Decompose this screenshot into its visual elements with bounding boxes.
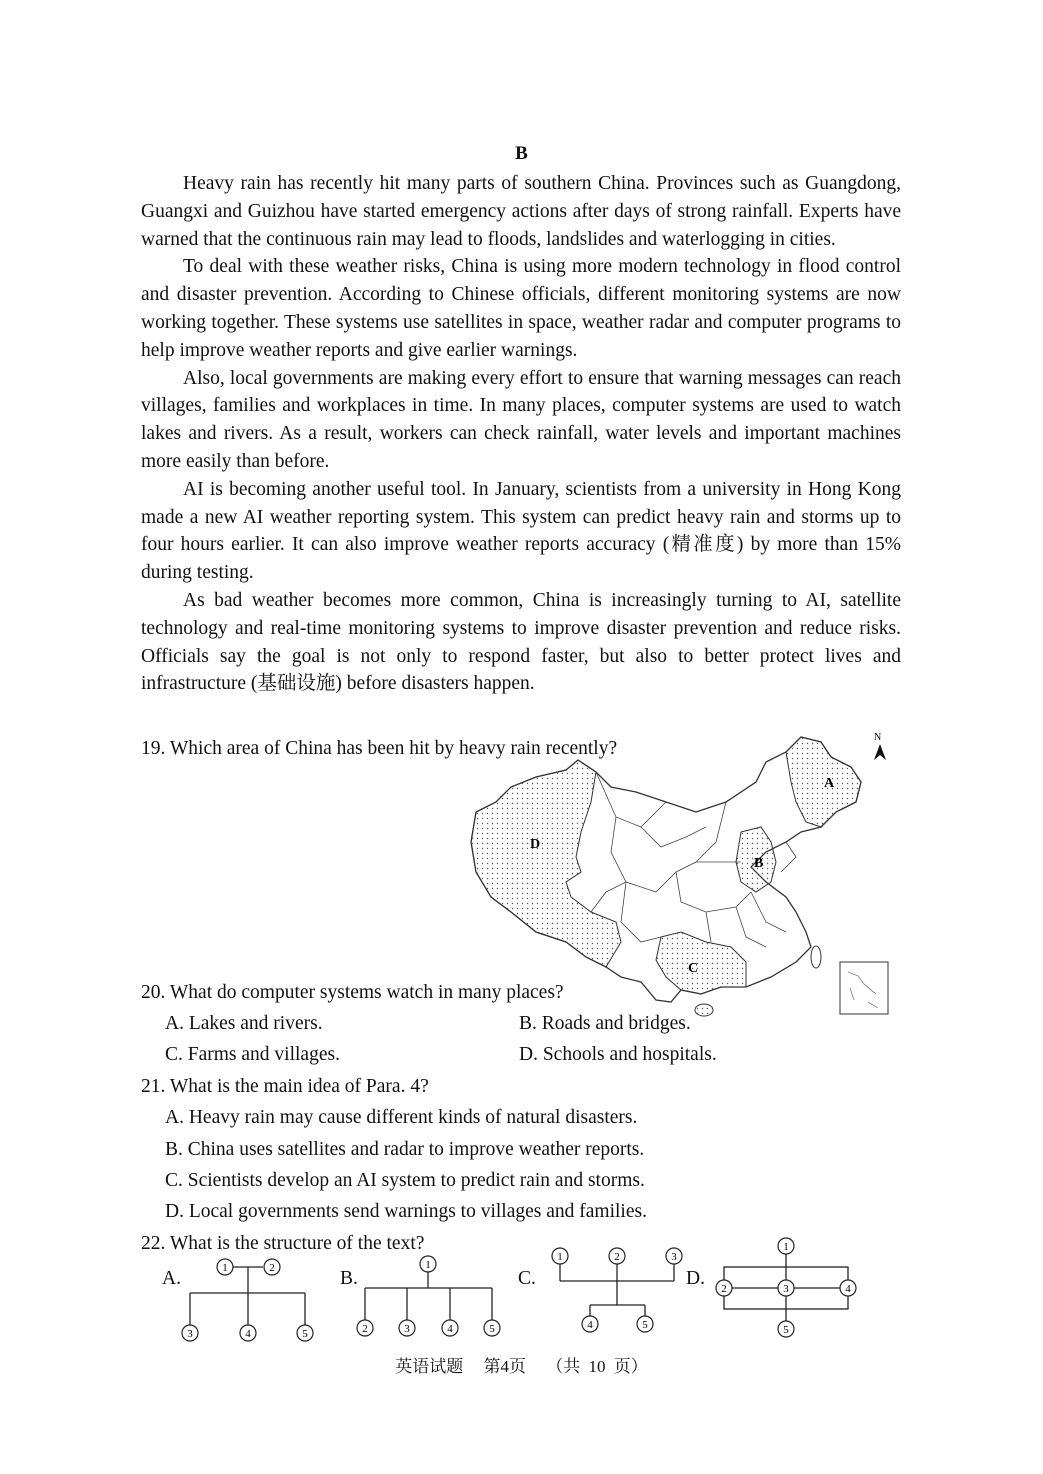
north-label: N — [874, 732, 882, 743]
diagram-node-number: 5 — [302, 1328, 308, 1340]
north-arrow-icon — [874, 744, 886, 760]
map-label-b: B — [754, 856, 764, 871]
diagram-node-number: 1 — [557, 1251, 563, 1263]
diagram-node-number: 4 — [587, 1319, 593, 1331]
china-map — [466, 732, 896, 1022]
diagram-node-number: 5 — [642, 1319, 648, 1331]
q22-option-d-letter[interactable]: D. — [686, 1268, 705, 1289]
q21-option-d[interactable]: D. Local governments send warnings to villages and families. — [165, 1201, 647, 1222]
map-label-a: A — [824, 776, 835, 791]
page-footer — [0, 1352, 1043, 1377]
paragraph-5: As bad weather becomes more common, China is increasingly turning to AI, satellite technology and real-time monitoring systems to improve disaster prevention and reduce risks. Officials say the goal is not only to respond faster, but also to better protect lives and infrastructure (基础设施) before disasters happen. — [141, 589, 901, 695]
footer-page: 第4页 — [483, 1357, 526, 1376]
footer-total: （共 10 页） — [546, 1357, 648, 1376]
section-title: B — [515, 143, 528, 164]
q22-option-a-letter[interactable]: A. — [162, 1268, 181, 1289]
diagram-node-number: 2 — [269, 1262, 275, 1274]
paragraph-1: Heavy rain has recently hit many parts of southern China. Provinces such as Guangdong, Guangxi and Guizhou have started emergency actions after days of strong rainfall. Experts have warned that the continuous rain may lead to floods, landslides and waterlogging in cities. — [141, 173, 901, 250]
diagram-node-number: 2 — [614, 1251, 620, 1263]
q21-option-c[interactable]: C. Scientists develop an AI system to predict rain and storms. — [165, 1170, 645, 1191]
diagram-node-number: 3 — [187, 1328, 193, 1340]
question-19-stem: 19. Which area of China has been hit by heavy rain recently? — [141, 738, 618, 759]
q21-option-a[interactable]: A. Heavy rain may cause different kinds of natural disasters. — [165, 1107, 638, 1128]
q20-option-c[interactable]: C. Farms and villages. — [165, 1044, 340, 1065]
map-label-d: D — [530, 837, 541, 852]
diagram-node-number: 2 — [362, 1323, 368, 1335]
diagram-node-number: 1 — [783, 1241, 789, 1253]
structure-diagram-c[interactable] — [545, 1245, 695, 1335]
structure-diagram-b[interactable] — [355, 1255, 505, 1345]
paragraph-4: AI is becoming another useful tool. In January, scientists from a university in Hong Kong made a new AI weather reporting system. This system can predict heavy rain and storms up to four hours earlier. It can also improve weather reports accuracy (精准度) by more than 15% during testing. — [141, 478, 901, 584]
diagram-node-number: 3 — [783, 1283, 789, 1295]
diagram-node-number: 4 — [447, 1323, 453, 1335]
q20-option-d[interactable]: D. Schools and hospitals. — [519, 1044, 717, 1065]
diagram-node-number: 4 — [845, 1283, 851, 1295]
q22-option-c-letter[interactable]: C. — [518, 1268, 536, 1289]
reading-passage — [141, 170, 901, 698]
diagram-node-number: 4 — [245, 1328, 251, 1340]
diagram-node-number: 3 — [404, 1323, 410, 1335]
question-22-stem: 22. What is the structure of the text? — [141, 1233, 425, 1254]
question-21-stem: 21. What is the main idea of Para. 4? — [141, 1076, 429, 1097]
structure-diagram-d[interactable] — [712, 1237, 862, 1337]
question-20-stem: 20. What do computer systems watch in many places? — [141, 982, 564, 1003]
diagram-node-number: 5 — [783, 1324, 789, 1336]
structure-diagram-a[interactable] — [180, 1255, 330, 1345]
diagram-node-number: 1 — [222, 1262, 228, 1274]
diagram-node-number: 2 — [721, 1283, 727, 1295]
footer-subject: 英语试题 — [395, 1357, 464, 1376]
paragraph-2: To deal with these weather risks, China is using more modern technology in flood control and disaster prevention. According to Chinese officials, different monitoring systems are now working together. These systems use satellites in space, weather radar and computer programs to help improve weather reports and give earlier warnings. — [141, 256, 901, 361]
taiwan-island — [811, 946, 821, 968]
paragraph-3: Also, local governments are making every effort to ensure that warning messages can reach villages, families and workplaces in time. In many places, computer systems are used to watch lakes and rivers. As a result, workers can check rainfall, water levels and important machines more easily than before. — [141, 367, 901, 472]
q21-option-b[interactable]: B. China uses satellites and radar to improve weather reports. — [165, 1139, 645, 1160]
q20-option-a[interactable]: A. Lakes and rivers. — [165, 1013, 323, 1034]
diagram-node-number: 5 — [489, 1323, 495, 1335]
hainan-island — [695, 1004, 713, 1016]
map-label-c: C — [688, 961, 699, 976]
q22-option-b-letter[interactable]: B. — [340, 1268, 358, 1289]
south-china-sea-inset — [840, 962, 888, 1014]
q20-option-b[interactable]: B. Roads and bridges. — [519, 1013, 691, 1034]
diagram-node-number: 3 — [671, 1251, 677, 1263]
diagram-node-number: 1 — [425, 1259, 431, 1271]
